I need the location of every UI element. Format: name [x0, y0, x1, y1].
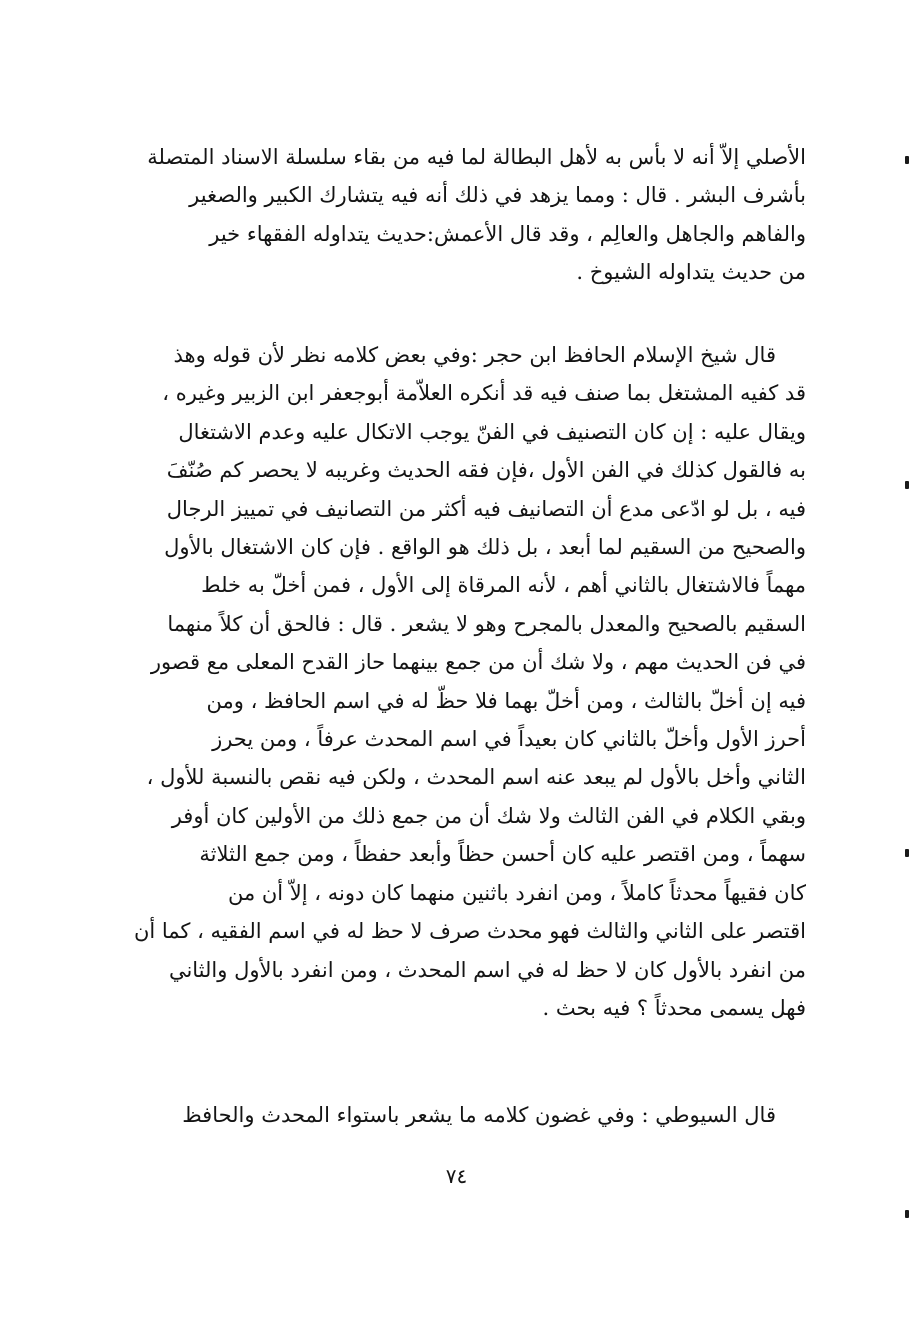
- paragraph-3: [120, 1096, 806, 1134]
- text-line: قال شيخ الإسلام الحافظ ابن حجر :وفي بعض كلامه نظر لأن قوله وهذ: [173, 343, 776, 367]
- text-line: ويقال عليه : إن كان التصنيف في الفنّ يوجب الاتكال عليه وعدم الاشتغال: [178, 419, 806, 444]
- text-line: والصحيح من السقيم لما أبعد ، بل ذلك هو الواقع . فإن كان الاشتغال بالأول: [164, 535, 806, 560]
- text-line: قال السيوطي : وفي غضون كلامه ما يشعر باستواء المحدث والحافظ: [182, 1103, 776, 1127]
- scan-edge-mark: [905, 156, 909, 164]
- text-line: به فالقول كذلك في الفن الأول ،فإن فقه الحديث وغريبه لا يحصر كم صُنّفَ: [166, 458, 806, 483]
- page-number: ٧٤: [445, 1164, 468, 1188]
- paragraph-1: [120, 138, 806, 292]
- text-line: كان فقيهاً محدثاً كاملاً ، ومن انفرد باثنين منهما كان دونه ، إلاّ أن من: [227, 880, 806, 905]
- text-line: سهماً ، ومن اقتصر عليه كان أحسن حظاً وأبعد حفظاً ، ومن جمع الثلاثة: [199, 842, 806, 867]
- text-line: وبقي الكلام في الفن الثالث ولا شك أن من جمع ذلك من الأولين كان أوفر: [171, 803, 806, 828]
- text-line: فيه إن أخلّ بالثالث ، ومن أخلّ بهما فلا حظّ له في اسم الحافظ ، ومن: [206, 688, 806, 713]
- text-line: قد كفيه المشتغل بما صنف فيه قد أنكره العلاّمة أبوجعفر ابن الزبير وغيره ،: [162, 381, 806, 406]
- scan-edge-mark: [905, 1210, 909, 1218]
- text-line: السقيم بالصحيح والمعدل بالمجرح وهو لا يشعر . قال : فالحق أن كلاً منهما: [167, 611, 806, 636]
- text-line: من حديث يتداوله الشيوخ .: [576, 260, 806, 285]
- text-line: أحرز الأول وأخلّ بالثاني كان بعيداً في اسم المحدث عرفاً ، ومن يحرز: [212, 727, 806, 752]
- text-line: الثاني وأخل بالأول لم يبعد عنه اسم المحدث ، ولكن فيه نقص بالنسبة للأول ،: [146, 765, 806, 790]
- text-line: فهل يسمى محدثاً ؟ فيه بحث .: [542, 995, 806, 1020]
- scan-edge-mark: [905, 481, 909, 489]
- text-line: مهماً فالاشتغال بالثاني أهم ، لأنه المرقاة إلى الأول ، فمن أخلّ به خلط: [201, 573, 806, 598]
- scan-edge-mark: [905, 849, 909, 857]
- text-line: والفاهم والجاهل والعالِم ، وقد قال الأعمش:حديث يتداوله الفقهاء خير: [209, 221, 806, 246]
- text-line: الأصلي إلاّ أنه لا بأس به لأهل البطالة لما فيه من بقاء سلسلة الاسناد المتصلة: [147, 145, 806, 169]
- text-line: فيه ، بل لو ادّعى مدع أن التصانيف فيه أكثر من التصانيف في تمييز الرجال: [166, 496, 806, 521]
- paragraph-2: [120, 336, 806, 1027]
- text-line: بأشرف البشر . قال : ومما يزهد في ذلك أنه فيه يتشارك الكبير والصغير: [189, 183, 806, 208]
- text-line: في فن الحديث مهم ، ولا شك أن من جمع بينهما حاز القدح المعلى مع قصور: [150, 650, 806, 675]
- text-line: اقتصر على الثاني والثالث فهو محدث صرف لا حظ له في اسم الفقيه ، كما أن: [133, 919, 806, 944]
- text-line: من انفرد بالأول كان لا حظ له في اسم المحدث ، ومن انفرد بالأول والثاني: [168, 957, 806, 982]
